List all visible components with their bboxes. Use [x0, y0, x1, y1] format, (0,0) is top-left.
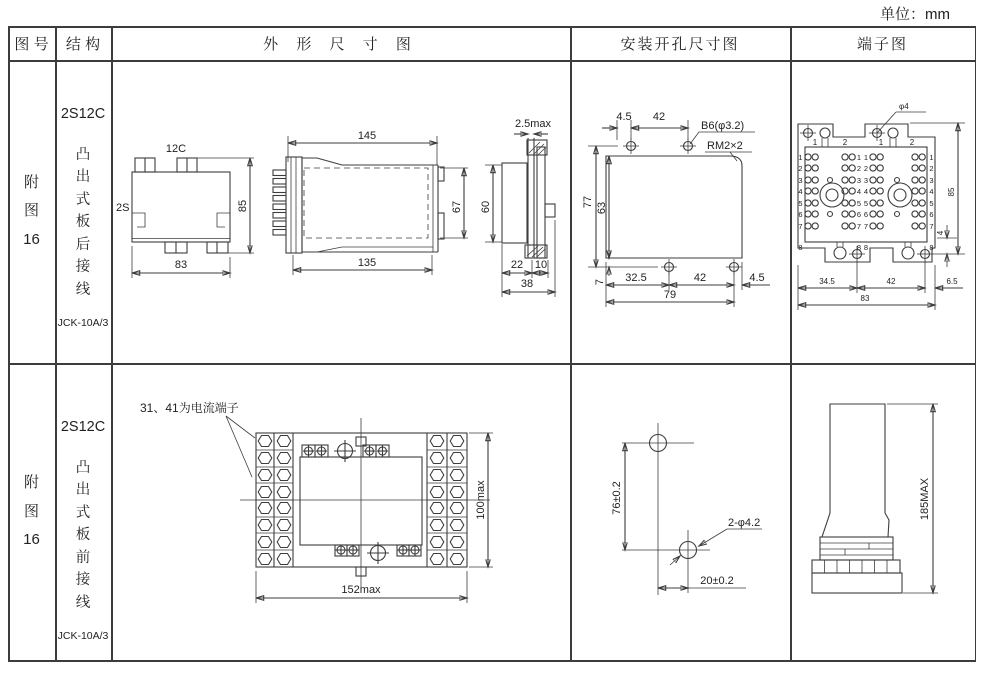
svg-text:3: 3 — [863, 176, 869, 185]
row2-code: JCK-10A/3 — [57, 630, 109, 643]
mounting-dim-horizontal: 20±0.2 — [700, 575, 734, 587]
header-outline: 外 形 尺 寸 图 — [263, 35, 418, 53]
svg-text:6: 6 — [798, 210, 803, 219]
mounting-dim-htotal: 77 — [582, 195, 594, 209]
row2-model: 2S12C — [60, 419, 106, 435]
svg-text:7: 7 — [856, 222, 862, 231]
mounting-panel — [588, 138, 742, 275]
svg-text:6: 6 — [856, 210, 862, 219]
terminal-labels — [798, 138, 933, 252]
section-dim-d1: 22 — [510, 259, 524, 271]
svg-text:1: 1 — [798, 153, 803, 162]
row2-mount-type: 凸出式板前接线 — [75, 460, 91, 611]
front-view-dimensions — [132, 158, 254, 278]
mounting-holes — [622, 423, 710, 595]
svg-text:3: 3 — [798, 176, 803, 185]
row1-side-view-drawing — [270, 115, 470, 290]
svg-text:2: 2 — [856, 164, 862, 173]
row1-model: 2S12C — [60, 106, 106, 122]
terminal-hole-spec: φ4 — [899, 102, 909, 111]
side-dim-total: 145 — [357, 130, 377, 142]
row1-mounting-drawing — [580, 100, 785, 315]
front-left-label: 2S — [116, 202, 130, 214]
section-dim-height: 60 — [480, 200, 492, 214]
row1-code: JCK-10A/3 — [57, 317, 109, 330]
svg-text:1: 1 — [878, 138, 884, 147]
front-dim-width: 152max — [341, 584, 381, 596]
table-header-divider — [8, 60, 976, 62]
svg-text:8: 8 — [856, 243, 862, 252]
mounting-dim-off: 4.5 — [616, 111, 632, 123]
svg-text:5: 5 — [863, 199, 869, 208]
svg-text:1: 1 — [812, 138, 818, 147]
svg-text:3: 3 — [929, 176, 934, 185]
svg-text:1: 1 — [856, 153, 862, 162]
svg-text:8: 8 — [929, 243, 934, 252]
row1-terminal-drawing — [795, 95, 980, 315]
header-structure: 结 构 — [65, 35, 101, 53]
svg-text:2: 2 — [929, 164, 934, 173]
terminal-dim-b2: 42 — [886, 277, 896, 286]
svg-text:1: 1 — [929, 153, 934, 162]
mounting-dim-hcut: 63 — [596, 201, 608, 215]
svg-text:7: 7 — [798, 222, 803, 231]
side-dim-height: 67 — [451, 200, 463, 214]
header-mounting: 安装开孔尺寸图 — [620, 35, 740, 53]
side-dim-body: 135 — [357, 257, 377, 269]
row1-mount-type: 凸出式板后接线 — [75, 147, 91, 298]
mounting-dim-btotal: 79 — [663, 289, 677, 301]
side-view-body — [273, 157, 444, 253]
svg-text:5: 5 — [856, 199, 862, 208]
mounting-dim-b2: 42 — [693, 272, 707, 284]
unit-label: 单位：mm — [880, 6, 950, 23]
section-panel-label: 2.5max — [514, 118, 552, 130]
mounting-dim-b1: 32.5 — [625, 272, 647, 284]
terminal-dim-btotal: 83 — [860, 294, 870, 303]
row2-fig-no: 附图16 — [23, 474, 40, 549]
svg-text:8: 8 — [863, 243, 869, 252]
svg-text:2: 2 — [798, 164, 803, 173]
terminal-dim-height: 85 — [947, 187, 956, 197]
mounting-screw-spec: RM2×2 — [707, 140, 743, 152]
table-border-bottom — [8, 660, 976, 662]
row2-mounting-drawing — [600, 405, 780, 605]
mounting-dim-span: 42 — [652, 111, 666, 123]
svg-text:6: 6 — [863, 210, 869, 219]
terminal-dim-tab: 4 — [936, 230, 945, 236]
mounting-dim-b3: 4.5 — [749, 272, 765, 284]
side-view-dimensions — [288, 136, 468, 275]
side-dim-height: 185MAX — [919, 477, 931, 521]
mounting-dimensions — [625, 443, 762, 588]
row2-front-view-drawing — [130, 395, 500, 610]
svg-text:1: 1 — [863, 153, 869, 162]
svg-text:4: 4 — [856, 187, 862, 196]
row1-front-view-drawing — [112, 100, 262, 285]
terminal-dim-b1: 34.5 — [819, 277, 835, 286]
front-wiring-body — [240, 418, 490, 587]
mounting-hole-spec: B6(φ3.2) — [701, 120, 745, 132]
svg-text:4: 4 — [929, 187, 934, 196]
current-terminal-note: 31、41为电流端子 — [140, 401, 239, 415]
svg-text:6: 6 — [929, 210, 934, 219]
front-dim-height: 85 — [237, 199, 249, 213]
mounting-dimensions — [596, 120, 770, 307]
relay-silhouette — [812, 404, 902, 593]
row2-structure — [55, 363, 111, 661]
svg-text:5: 5 — [929, 199, 934, 208]
table-col-divider-4 — [790, 26, 792, 662]
section-dim-d2: 10 — [534, 259, 548, 271]
front-wiring-annotations — [226, 416, 493, 603]
svg-text:2: 2 — [909, 138, 915, 147]
terminal-dim-b3: 6.5 — [946, 277, 958, 286]
svg-text:3: 3 — [856, 176, 862, 185]
header-fig-no: 图 号 — [14, 35, 49, 53]
front-dim-height: 100max — [475, 480, 487, 520]
svg-text:2: 2 — [863, 164, 869, 173]
mounting-dim-vertical: 76±0.2 — [611, 481, 623, 515]
header-terminal: 端子图 — [856, 35, 908, 53]
front-top-label: 12C — [165, 143, 187, 155]
svg-text:4: 4 — [863, 187, 869, 196]
front-view-body — [132, 158, 230, 253]
row1-structure — [55, 60, 111, 363]
section-body — [502, 138, 555, 258]
row2-side-view-drawing — [805, 395, 980, 610]
section-dim-total: 38 — [520, 278, 534, 290]
svg-text:2: 2 — [842, 138, 848, 147]
mounting-hole-spec: 2-φ4.2 — [728, 517, 761, 529]
svg-text:8: 8 — [798, 243, 803, 252]
mounting-dim-offbot: 7 — [594, 278, 606, 286]
svg-text:7: 7 — [863, 222, 869, 231]
svg-text:7: 7 — [929, 222, 934, 231]
row1-section-view-drawing — [480, 110, 575, 305]
front-dim-width: 83 — [174, 259, 188, 271]
table-row-divider — [8, 363, 976, 365]
row1-fig-no: 附图16 — [23, 173, 40, 248]
svg-text:5: 5 — [798, 199, 803, 208]
svg-text:4: 4 — [798, 187, 803, 196]
